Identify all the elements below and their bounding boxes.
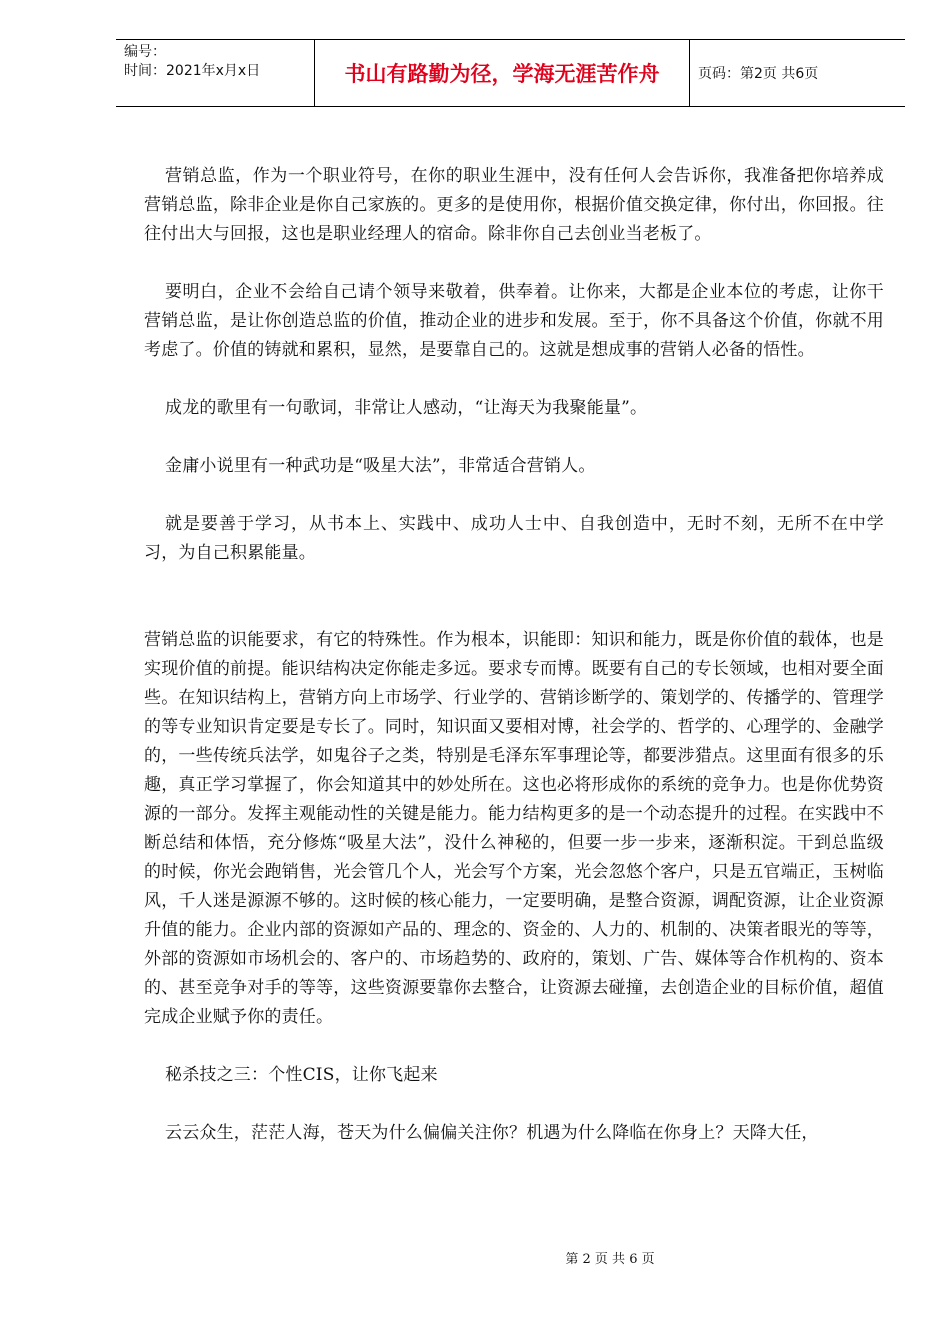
document-number-label: 编号： (124, 44, 166, 60)
page-footer (0, 1248, 950, 1267)
header-motto: 书山有路勤为径，学海无涯苦作舟 (315, 40, 690, 106)
paragraph-7: 云云众生，茫茫人海，苍天为什么偏偏关注你？机遇为什么降临在你身上？天降大任， (165, 1123, 819, 1143)
page-header (116, 39, 905, 107)
header-meta (116, 40, 315, 106)
paragraph-3: 成龙的歌里有一句歌词，非常让人感动，“让海天为我聚能量”。 (165, 398, 648, 418)
header-page-info: 页码：第2页 共6页 (698, 66, 819, 82)
footer-page-number: 第 2 页 共 6 页 (565, 1252, 655, 1267)
document-time-label: 时间：2021年x月x日 (124, 63, 261, 79)
paragraph-1: 营销总监，作为一个职业符号，在你的职业生涯中，没有任何人会告诉你，我准备把你培养成营销总监，除非企业是你自己家族的。更多的是使用你，根据价值交换定律，你付出，你回报。往往付出大与回报，这也是职业经理人的宿命。除非你自己去创业当老板了。 (144, 166, 884, 244)
paragraph-2: 要明白，企业不会给自己请个领导来敬着，供奉着。让你来，大都是企业本位的考虑，让你干营销总监，是让你创造总监的价值，推动企业的进步和发展。至于，你不具备这个价值，你就不用考虑了。价值的铸就和累积，显然，是要靠自己的。这就是想成事的营销人必备的悟性。 (144, 282, 884, 360)
paragraph-5: 就是要善于学习，从书本上、实践中、成功人士中、自我创造中，无时不刻，无所不在中学习，为自己积累能量。 (144, 514, 884, 563)
paragraph-6: 营销总监的识能要求，有它的特殊性。作为根本，识能即：知识和能力，既是你价值的载体，也是实现价值的前提。能识结构决定你能走多远。要求专而博。既要有自己的专长领域，也相对要全面些。在知识结构上，营销方向上市场学、行业学的、营销诊断学的、策划学的、传播学的、管理学的等专业知识肯定要是专长了。同时，知识面又要相对博，社会学的、哲学的、心理学的、金融学的，一些传统兵法学，如鬼谷子之类，特别是毛泽东军事理论等，都要涉猎点。这里面有很多的乐趣，真正学习掌握了，你会知道其中的妙处所在。这也必将形成你的系统的竞争力。也是你优势资源的一部分。发挥主观能动性的关键是能力。能力结构更多的是一个动态提升的过程。在实践中不断总结和体悟，充分修炼“吸星大法”，没什么神秘的，但要一步一步来，逐渐积淀。干到总监级的时候，你光会跑销售，光会管几个人，光会写个方案，光会忽悠个客户，只是五官端正，玉树临风，千人迷是源源不够的。这时候的核心能力，一定要明确，是整合资源，调配资源，让企业资源升值的能力。企业内部的资源如产品的、理念的、资金的、人力的、机制的、决策者眼光的等等，外部的资源如市场机会的、客户的、市场趋势的、政府的，策划、广告、媒体等合作机构的、资本的、甚至竞争对手的等等，这些资源要靠你去整合，让资源去碰撞，去创造企业的目标价值，超值完成企业赋予你的责任。 (144, 630, 884, 1027)
section-heading: 秘杀技之三：个性CIS，让你飞起来 (165, 1065, 438, 1085)
paragraph-4: 金庸小说里有一种武功是“吸星大法”，非常适合营销人。 (165, 456, 596, 476)
body-text (144, 162, 884, 1148)
